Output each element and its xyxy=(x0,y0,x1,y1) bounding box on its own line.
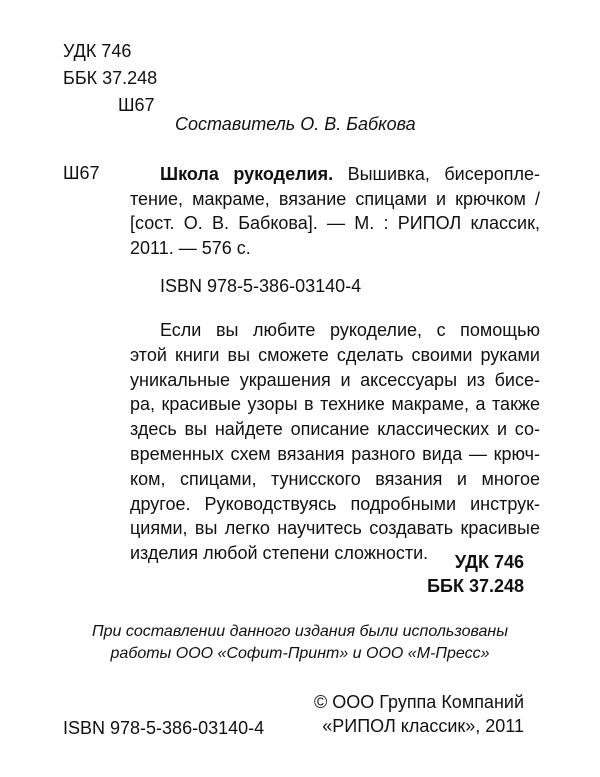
annotation-line: циями, вы легко научитесь создавать красивые xyxy=(130,518,540,539)
annotation-line: ра, красивые узоры в технике макраме, а также xyxy=(130,394,540,415)
biblio-line-1-rest: Вышивка, бисеропле- xyxy=(333,164,541,184)
credits-line-2: работы ООО «Софит-Принт» и ООО «М-Пресс» xyxy=(110,645,490,662)
annotation xyxy=(130,318,540,566)
biblio-line-2: тение, макраме, вязание спицами и крючком / xyxy=(130,188,540,209)
copyright-line-1: © ООО Группа Компаний xyxy=(314,692,524,712)
classification-bbk: ББК 37.248 xyxy=(427,576,524,596)
biblio-line-4: 2011. — 576 с. xyxy=(130,237,251,258)
copyright-block xyxy=(314,690,524,738)
biblio-code: Ш67 xyxy=(63,163,100,183)
isbn-main: ISBN 978-5-386-03140-4 xyxy=(160,276,362,296)
credits-note xyxy=(0,621,600,665)
annotation-line: Если вы любите рукоделие, с помощью xyxy=(160,320,540,340)
annotation-line: этой книги вы сможете сделать своими руками xyxy=(130,344,540,365)
book-title: Школа рукоделия. xyxy=(160,164,334,184)
credits-line-1: При составлении данного издания были использованы xyxy=(92,623,508,640)
footer-isbn: ISBN 978-5-386-03140-4 xyxy=(63,718,265,738)
header-author-code: Ш67 xyxy=(118,95,155,115)
biblio-line-1 xyxy=(130,162,540,187)
header-bbk: ББК 37.248 xyxy=(63,68,158,88)
classification-block xyxy=(427,550,524,598)
compiler-line: Составитель О. В. Бабкова xyxy=(175,114,416,134)
copyright-line-2: «РИПОЛ классик», 2011 xyxy=(322,716,524,736)
annotation-line: изделия любой степени сложности. xyxy=(130,543,429,564)
annotation-line: ком, спицами, тунисского вязания и многое xyxy=(130,468,540,489)
annotation-line: временных схем вязания разного вида — крюч- xyxy=(130,443,540,464)
classification-udk: УДК 746 xyxy=(454,552,524,572)
annotation-line: уникальные украшения и аксессуары из бисе- xyxy=(130,369,540,390)
annotation-line: здесь вы найдете описание классических и со- xyxy=(130,419,540,440)
header-udk: УДК 746 xyxy=(63,41,132,61)
bibliographic-record xyxy=(130,162,540,260)
biblio-line-3: [сост. О. В. Бабкова]. — М. : РИПОЛ классик, xyxy=(130,213,540,233)
annotation-line: другое. Руководствуясь подробными инструк- xyxy=(130,493,540,514)
